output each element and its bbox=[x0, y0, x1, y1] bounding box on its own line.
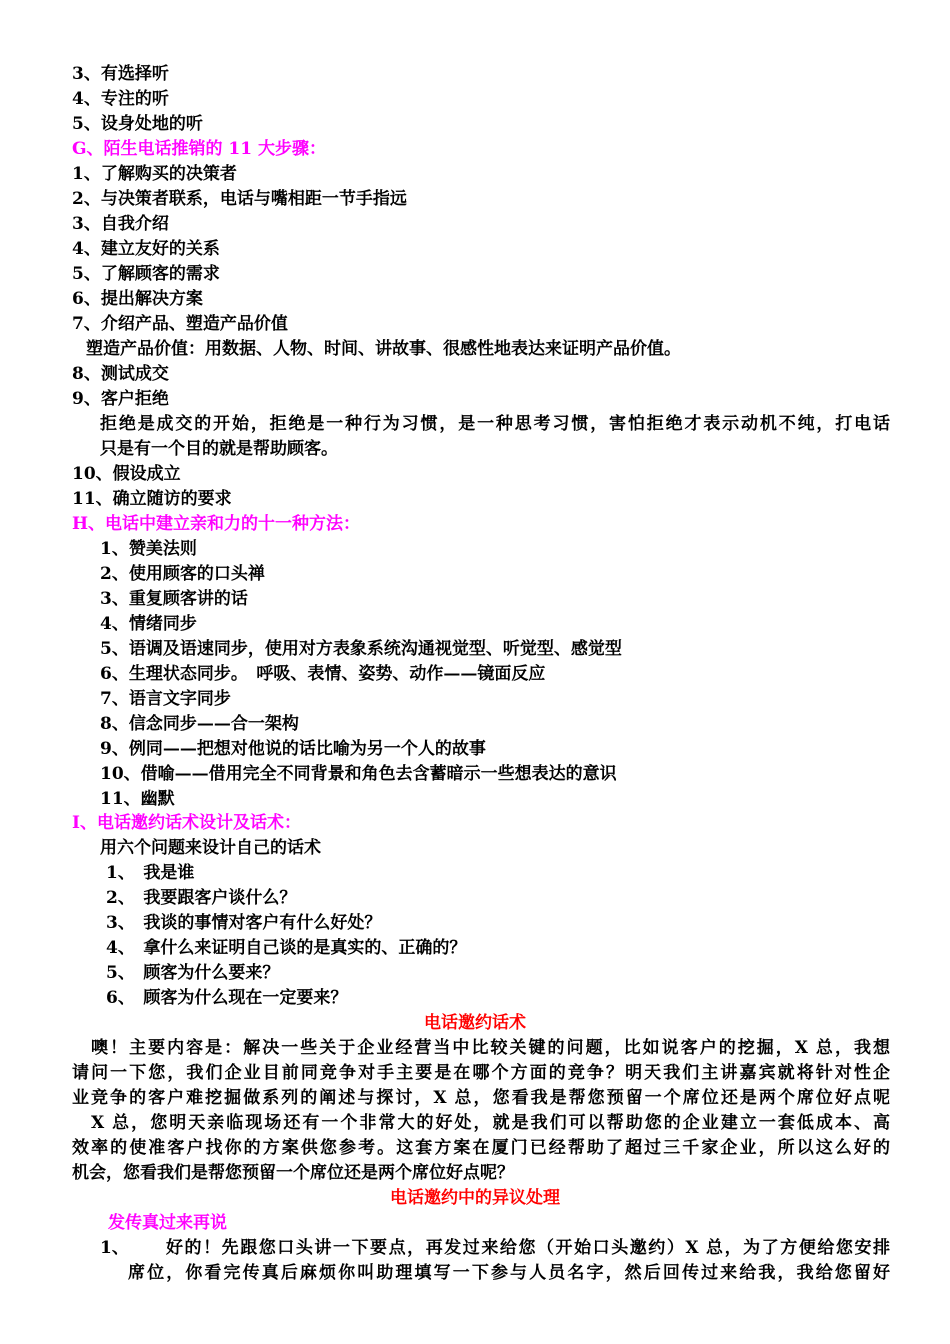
list-item: 8、测试成交 bbox=[72, 364, 169, 384]
list-item: 7、介绍产品、塑造产品价值 bbox=[72, 314, 288, 334]
list-item: 4、 拿什么来证明自己谈的是真实的、正确的？ bbox=[106, 938, 467, 958]
list-item: 3、 我谈的事情对客户有什么好处？ bbox=[106, 913, 382, 933]
list-item: 11、幽默 bbox=[100, 789, 175, 809]
list-item: 11、确立随访的要求 bbox=[72, 489, 232, 509]
section-heading-g: G、陌生电话推销的 11 大步骤： bbox=[72, 139, 327, 159]
list-item-note: 只是有一个目的就是帮助顾客。 bbox=[100, 439, 338, 459]
list-item: 5、设身处地的听 bbox=[72, 114, 203, 134]
section-heading-h: H、电话中建立亲和力的十一种方法： bbox=[72, 514, 361, 534]
paragraph-line: 噢！主要内容是：解决一些关于企业经营当中比较关键的问题，比如说客户的挖掘，X 总，我想 bbox=[72, 1038, 890, 1058]
section-heading-i: I、电话邀约话术设计及话术： bbox=[72, 813, 301, 833]
list-item: 5、 顾客为什么要来？ bbox=[106, 963, 280, 983]
paragraph-line: 机会，您看我们是帮您预留一个席位还是两个席位好点呢？ bbox=[72, 1163, 514, 1183]
list-item: 7、语言文字同步 bbox=[100, 689, 231, 709]
list-item: 5、了解顾客的需求 bbox=[72, 264, 220, 284]
list-item: 8、信念同步——合一架构 bbox=[100, 714, 299, 734]
list-item: 1、了解购买的决策者 bbox=[72, 164, 237, 184]
list-item-note: 塑造产品价值：用数据、人物、时间、讲故事、很感性地表达来证明产品价值。 bbox=[86, 339, 681, 359]
list-item: 4、情绪同步 bbox=[100, 614, 197, 634]
list-item: 10、假设成立 bbox=[72, 464, 181, 484]
list-item: 6、生理状态同步。 呼吸、表情、姿势、动作——镜面反应 bbox=[100, 664, 546, 684]
list-item: 6、 顾客为什么现在一定要来？ bbox=[106, 988, 348, 1008]
list-item: 4、建立友好的关系 bbox=[72, 239, 220, 259]
list-item-number: 1、 bbox=[100, 1238, 129, 1258]
objection-title: 电话邀约中的异议处理 bbox=[390, 1188, 560, 1208]
list-item: 2、使用顾客的口头禅 bbox=[100, 564, 265, 584]
paragraph-line: 业竞争的客户难挖掘做系列的阐述与探讨，X 总，您看我是帮您预留一个席位还是两个席位好点呢 bbox=[72, 1088, 890, 1108]
list-item: 2、 我要跟客户谈什么？ bbox=[106, 888, 297, 908]
section-intro: 用六个问题来设计自己的话术 bbox=[100, 838, 321, 858]
list-item: 1、赞美法则 bbox=[100, 539, 197, 559]
list-item: 3、有选择听 bbox=[72, 64, 169, 84]
script-title: 电话邀约话术 bbox=[424, 1013, 526, 1033]
paragraph-line: 请问一下您，我们企业目前同竞争对手主要是在哪个方面的竞争？明天我们主讲嘉宾就将针对性企 bbox=[72, 1063, 890, 1083]
list-item: 5、语调及语速同步，使用对方表象系统沟通视觉型、听觉型、感觉型 bbox=[100, 639, 622, 659]
list-item: 9、客户拒绝 bbox=[72, 389, 169, 409]
list-item-note: 拒绝是成交的开始，拒绝是一种行为习惯，是一种思考习惯，害怕拒绝才表示动机不纯，打电话 bbox=[100, 414, 890, 434]
list-item: 3、自我介绍 bbox=[72, 214, 169, 234]
list-item: 2、与决策者联系，电话与嘴相距一节手指远 bbox=[72, 189, 407, 209]
paragraph-line: 效率的使准客户找你的方案供您参考。这套方案在厦门已经帮助了超过三千家企业，所以这么好的 bbox=[72, 1138, 890, 1158]
list-item: 9、例同——把想对他说的话比喻为另一个人的故事 bbox=[100, 739, 486, 759]
list-item: 6、提出解决方案 bbox=[72, 289, 203, 309]
fax-subheading: 发传真过来再说 bbox=[108, 1213, 227, 1233]
list-item: 10、借喻——借用完全不同背景和角色去含蓄暗示一些想表达的意识 bbox=[100, 764, 617, 784]
list-item: 1、 我是谁 bbox=[106, 863, 195, 883]
paragraph-line: X 总，您明天亲临现场还有一个非常大的好处，就是我们可以帮助您的企业建立一套低成本、高 bbox=[72, 1113, 890, 1133]
paragraph-line: 好的！先跟您口头讲一下要点，再发过来给您（开始口头邀约）X 总，为了方便给您安排 bbox=[166, 1238, 890, 1258]
list-item: 3、重复顾客讲的话 bbox=[100, 589, 248, 609]
paragraph-line: 席位，你看完传真后麻烦你叫助理填写一下参与人员名字，然后回传过来给我，我给您留好 bbox=[128, 1263, 890, 1283]
list-item: 4、专注的听 bbox=[72, 89, 169, 109]
